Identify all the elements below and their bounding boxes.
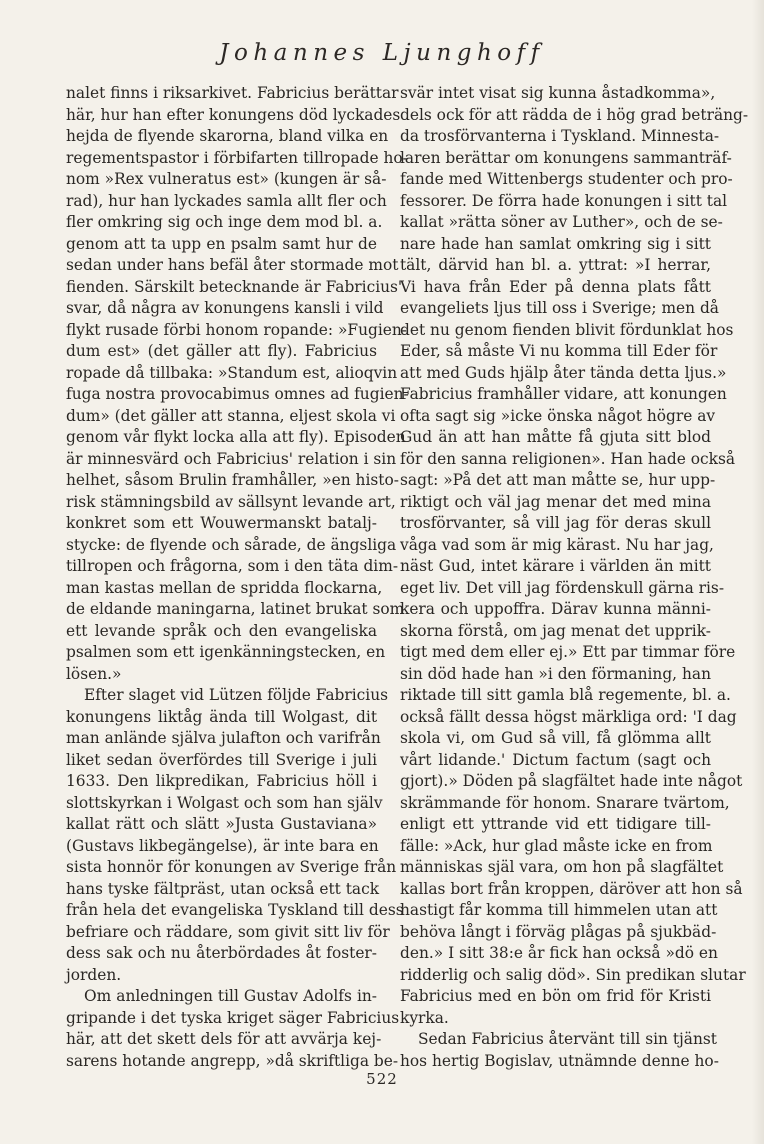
text-line: tillropen och frågorna, som i den täta dim- bbox=[66, 557, 399, 575]
text-line: Gud än att han måtte få gjuta sitt blod bbox=[400, 428, 711, 446]
text-line: hos hertig Bogislav, utnämnde denne ho- bbox=[400, 1051, 719, 1070]
text-line: kyrka. bbox=[400, 1008, 449, 1027]
text-line: rad), hur han lyckades samla allt fler och bbox=[66, 191, 387, 210]
text-line: risk stämningsbild av sällsynt levande art, bbox=[66, 492, 396, 511]
right-column bbox=[400, 83, 749, 1072]
page-number: 522 bbox=[366, 1070, 398, 1088]
text-line: Fabricius med en bön om frid för Kristi bbox=[400, 987, 711, 1005]
text-line: befriare och räddare, som givit sitt liv för bbox=[66, 922, 390, 941]
text-line: ofta sagt sig »icke önska något högre av bbox=[400, 406, 716, 425]
text-line: dum» (det gäller att stanna, eljest skola vi bbox=[66, 406, 396, 425]
text-line: man kastas mellan de spridda flockarna, bbox=[66, 578, 383, 597]
text-line: kallas bort från kroppen, däröver att hon så bbox=[400, 879, 743, 898]
text-line: lösen.» bbox=[66, 664, 122, 683]
text-line: laren berättar om konungens sammanträf- bbox=[400, 148, 732, 167]
text-line: fessorer. De förra hade konungen i sitt tal bbox=[400, 191, 728, 210]
text-line: fuga nostra provocabimus omnes ad fugien- bbox=[66, 385, 409, 403]
text-line: nom »Rex vulneratus est» (kungen är så- bbox=[66, 170, 387, 188]
text-line: Efter slaget vid Lützen följde Fabricius bbox=[84, 686, 389, 704]
text-line: slottskyrkan i Wolgast och som han själv bbox=[66, 793, 383, 812]
text-line: skrämmande för honom. Snarare tvärtom, bbox=[400, 793, 730, 812]
text-line: genom vår flykt locka alla att fly). Episoden bbox=[66, 428, 406, 446]
text-line: här, hur han efter konungens död lyckades bbox=[66, 105, 401, 124]
text-line: trosförvanter, så vill jag för deras skull bbox=[400, 514, 711, 532]
text-line: konkret som ett Wouwermanskt batalj- bbox=[66, 514, 377, 532]
text-line: tigt med dem eller ej.» Ett par timmar före bbox=[400, 643, 736, 661]
text-line: hejda de flyende skarorna, bland vilka en bbox=[66, 127, 389, 145]
text-line: jorden. bbox=[66, 965, 122, 984]
text-line: eget liv. Det vill jag fördenskull gärna ris- bbox=[400, 578, 725, 597]
running-header: Johannes Ljunghoff bbox=[219, 40, 545, 66]
text-line: Eder, så måste Vi nu komma till Eder för bbox=[400, 342, 718, 360]
text-line: tält, därvid han bl. a. yttrat: »I herrar, bbox=[400, 256, 711, 274]
text-line: evangeliets ljus till oss i Sverige; men då bbox=[400, 299, 719, 317]
left-column bbox=[66, 83, 409, 1072]
text-line: för den sanna religionen». Han hade också bbox=[400, 449, 736, 468]
text-line: fler omkring sig och inge dem mod bl. a. bbox=[66, 213, 383, 231]
text-line: dum est» (det gäller att fly). Fabricius bbox=[66, 342, 377, 360]
text-line: nare hade han samlat omkring sig i sitt bbox=[400, 234, 711, 253]
text-line: nalet finns i riksarkivet. Fabricius berättar bbox=[66, 84, 399, 102]
text-line: vårt lidande.' Dictum factum (sagt och bbox=[400, 750, 711, 769]
text-line: ett levande språk och den evangeliska bbox=[66, 621, 377, 640]
text-line: våga vad som är mig kärast. Nu har jag, bbox=[400, 535, 714, 554]
text-line: kera och uppoffra. Därav kunna männi- bbox=[400, 600, 711, 618]
text-line: riktigt och väl jag menar det med mina bbox=[400, 492, 711, 511]
text-line: Fabricius framhåller vidare, att konungen bbox=[400, 385, 727, 403]
text-line: riktade till sitt gamla blå regemente, bl. a. bbox=[400, 686, 731, 704]
text-line: regementspastor i förbifarten tillropade ho- bbox=[66, 148, 408, 167]
text-line: näst Gud, intet kärare i världen än mitt bbox=[400, 557, 711, 575]
text-line: Vi hava från Eder på denna plats fått bbox=[400, 277, 711, 296]
text-line: liket sedan överfördes till Sverige i juli bbox=[66, 750, 377, 769]
text-line: (Gustavs likbegängelse), är inte bara en bbox=[66, 836, 379, 855]
text-line: svär intet visat sig kunna åstadkomma», bbox=[400, 84, 716, 102]
text-line: de eldande maningarna, latinet brukat som bbox=[66, 600, 405, 618]
text-line: här, att det skett dels för att avvärja kej- bbox=[66, 1030, 382, 1048]
text-line: kallat »rätta söner av Luther», och de se- bbox=[400, 213, 723, 231]
text-line: enligt ett yttrande vid ett tidigare till- bbox=[400, 815, 711, 833]
text-line: behöva långt i förväg plågas på sjukbäd- bbox=[400, 922, 717, 941]
text-line: genom att ta upp en psalm samt hur de bbox=[66, 234, 377, 253]
text-line: gripande i det tyska kriget säger Fabricius bbox=[66, 1008, 400, 1027]
text-line: helhet, såsom Brulin framhåller, »en histo- bbox=[66, 471, 399, 489]
text-line: sarens hotande angrepp, »då skriftliga be- bbox=[66, 1051, 399, 1070]
text-line: svar, då några av konungens kansli i vild bbox=[66, 299, 384, 317]
text-line: kallat rätt och slätt »Justa Gustaviana» bbox=[66, 815, 377, 833]
text-line: också fällt dessa högst märkliga ord: 'I dag bbox=[400, 707, 737, 726]
text-line: från hela det evangeliska Tyskland till dess bbox=[66, 901, 404, 919]
text-line: ridderlig och salig död». Sin predikan slutar bbox=[400, 965, 746, 984]
text-line: dels ock för att rädda de i hög grad beträng- bbox=[400, 105, 749, 124]
text-line: ropade då tillbaka: »Standum est, alioqvin bbox=[66, 363, 398, 382]
text-line: skorna förstå, om jag menat det upprik- bbox=[400, 621, 711, 640]
text-line: sagt: »På det att man måtte se, hur upp- bbox=[400, 471, 716, 489]
text-line: man anlände själva julafton och varifrån bbox=[66, 729, 381, 747]
text-line: är minnesvärd och Fabricius' relation i sin bbox=[66, 449, 397, 468]
text-line: da trosförvanterna i Tyskland. Minnesta- bbox=[400, 127, 720, 145]
text-line: sedan under hans befäl åter stormade mot bbox=[66, 256, 399, 274]
text-line: det nu genom fienden blivit fördunklat hos bbox=[400, 320, 734, 339]
text-line: flykt rusade förbi honom ropande: »Fugien- bbox=[66, 320, 407, 339]
text-line: fande med Wittenbergs studenter och pro- bbox=[400, 170, 733, 188]
text-line: 1633. Den likpredikan, Fabricius höll i bbox=[66, 772, 377, 790]
text-line: skola vi, om Gud så vill, få glömma allt bbox=[400, 729, 711, 747]
text-line: människas själ vara, om hon på slagfältet bbox=[400, 858, 724, 876]
text-line: hans tyske fältpräst, utan också ett tack bbox=[66, 879, 380, 898]
text-line: stycke: de flyende och sårade, de ängsliga bbox=[66, 535, 397, 554]
text-line: fienden. Särskilt betecknande är Fabricius' bbox=[66, 277, 403, 296]
text-line: fälle: »Ack, hur glad måste icke en from bbox=[400, 836, 713, 855]
text-line: Om anledningen till Gustav Adolfs in- bbox=[84, 987, 377, 1005]
text-line: sin död hade han »i den förmaning, han bbox=[400, 664, 711, 683]
text-line: gjort).» Döden på slagfältet hade inte något bbox=[400, 772, 743, 790]
text-line: dess sak och nu återbördades åt foster- bbox=[66, 944, 377, 962]
text-line: konungens liktåg ända till Wolgast, dit bbox=[66, 707, 377, 726]
page-edge bbox=[752, 0, 764, 1144]
text-line: att med Guds hjälp åter tända detta ljus.» bbox=[400, 363, 727, 382]
text-line: hastigt får komma till himmelen utan att bbox=[400, 901, 718, 919]
text-line: Sedan Fabricius återvänt till sin tjänst bbox=[418, 1030, 717, 1048]
text-line: den.» I sitt 38:e år fick han också »dö en bbox=[400, 944, 718, 962]
text-line: sista honnör för konungen av Sverige från bbox=[66, 858, 397, 876]
text-line: psalmen som ett igenkänningstecken, en bbox=[66, 643, 386, 661]
